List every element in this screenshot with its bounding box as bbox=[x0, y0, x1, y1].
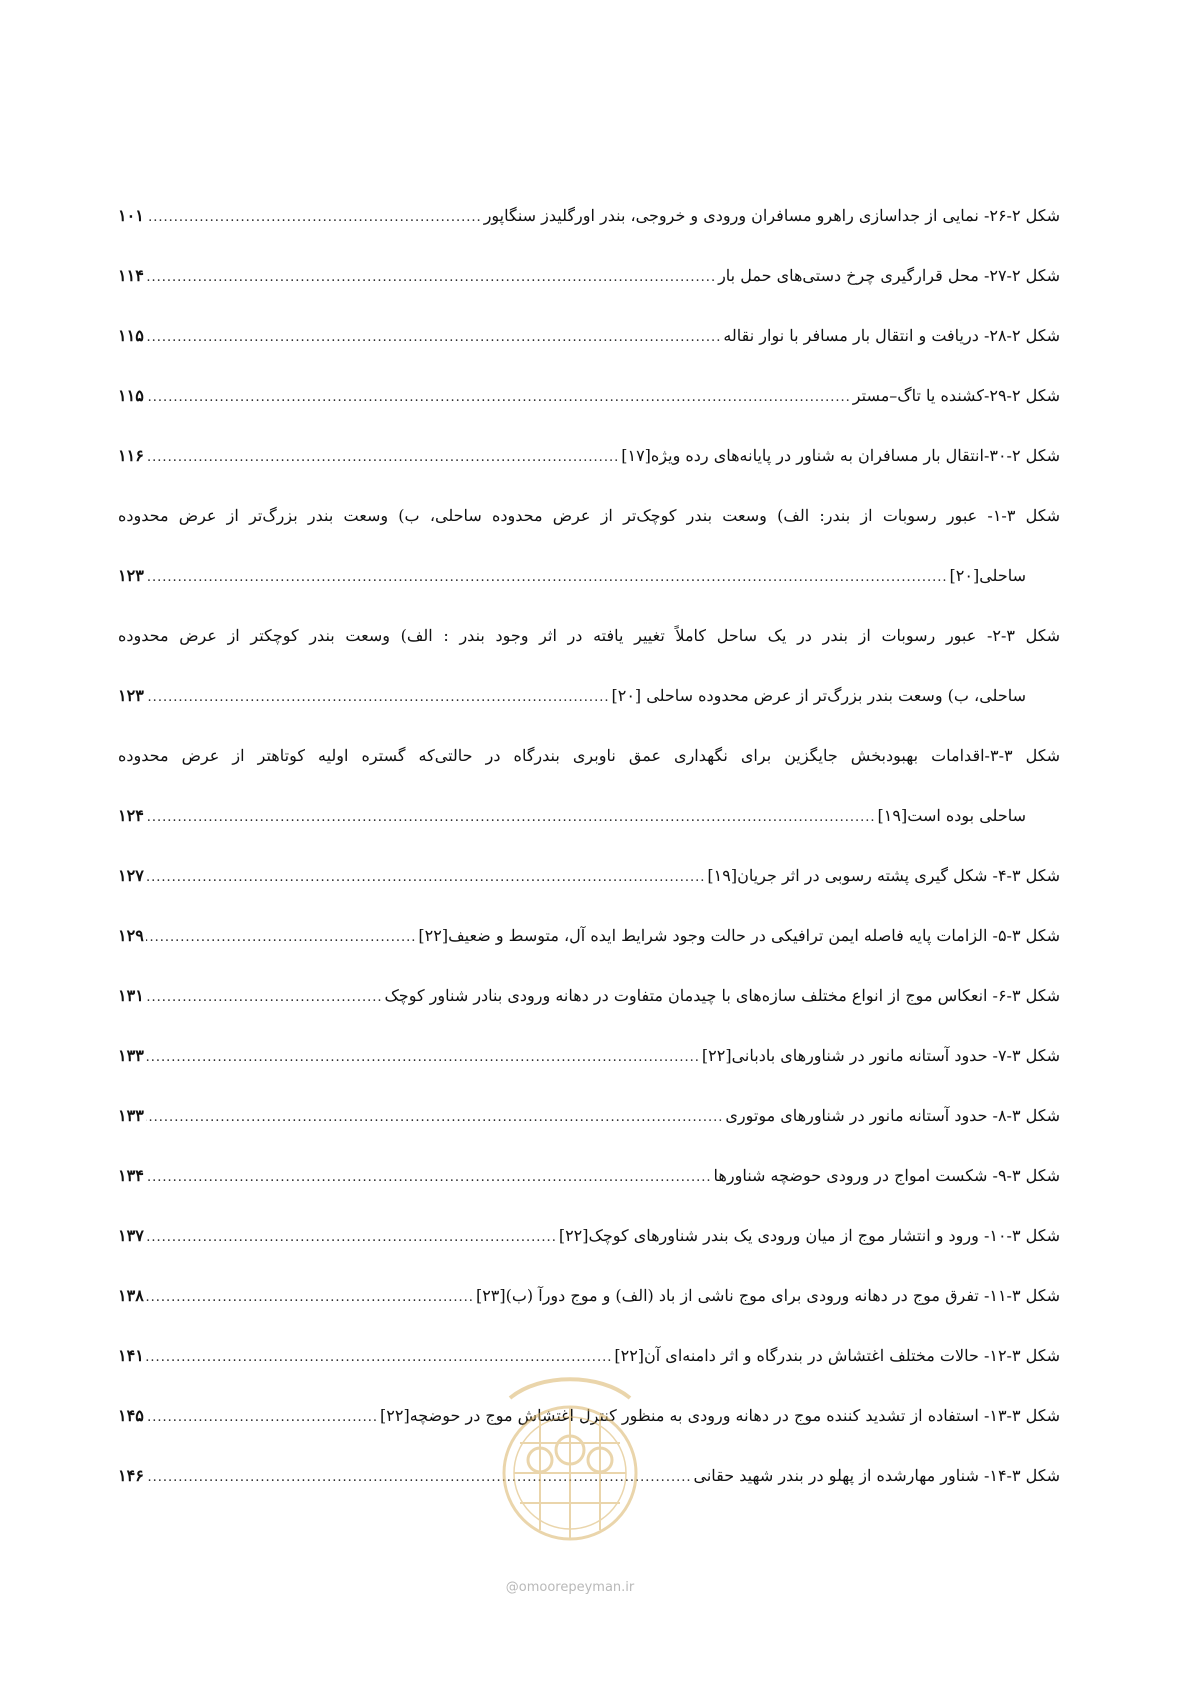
toc-entry[interactable] bbox=[118, 1226, 1060, 1246]
toc-entry[interactable] bbox=[118, 326, 1060, 346]
entry-title: شکل ۳-۱۳- استفاده از تشدید کننده موج در دهانه ورودی به منظور کنترل اغتشاش موج در حوضچه[۲۲] bbox=[380, 1406, 1060, 1425]
toc-entry[interactable] bbox=[118, 1346, 1060, 1366]
entry-title: شکل ۳-۱۴- شناور مهارشده از پهلو در بندر شهید حقانی bbox=[693, 1466, 1060, 1485]
leader-dots bbox=[146, 1288, 474, 1308]
entry-title: شکل ۳-۲- عبور رسوبات از بندر در یک ساحل کاملاً تغییر یافته در اثر وجود بندر : الف) وسعت بندر کوچکتر از عرض محدوده bbox=[118, 626, 1060, 645]
table-of-figures bbox=[118, 206, 1060, 1526]
entry-page: ۱۱۵ bbox=[118, 386, 144, 405]
entry-title: شکل ۳-۱۲- حالات مختلف اغتشاش در بندرگاه و اثر دامنه‌ای آن[۲۲] bbox=[614, 1346, 1060, 1365]
entry-title: شکل ۲-۲۷- محل قرارگیری چرخ دستی‌های حمل بار bbox=[718, 266, 1060, 285]
entry-page: ۱۳۱ bbox=[118, 986, 144, 1005]
watermark-logo bbox=[480, 1368, 660, 1558]
entry-page: ۱۳۸ bbox=[118, 1286, 144, 1305]
leader-dots bbox=[146, 208, 482, 228]
entry-page: ۱۲۳ bbox=[118, 566, 144, 585]
toc-entry[interactable] bbox=[118, 626, 1060, 706]
toc-entry[interactable] bbox=[118, 746, 1060, 826]
entry-title: شکل ۳-۱۰- ورود و انتشار موج از میان ورودی یک بندر شناورهای کوچک[۲۲] bbox=[558, 1226, 1060, 1245]
entry-page: ۱۳۴ bbox=[118, 1166, 144, 1185]
leader-dots bbox=[146, 1048, 700, 1068]
toc-entry[interactable] bbox=[118, 1286, 1060, 1306]
entry-title: شکل ۳-۷- حدود آستانه مانور در شناورهای بادبانی[۲۲] bbox=[701, 1046, 1060, 1065]
entry-title: شکل ۳-۱۱- تفرق موج در دهانه ورودی برای موج ناشی از باد (الف) و موج دورآ (ب)[۲۳] bbox=[475, 1286, 1060, 1305]
toc-entry[interactable] bbox=[118, 446, 1060, 466]
entry-page: ۱۱۴ bbox=[118, 266, 144, 285]
entry-title: شکل ۲-۳۰-انتقال بار مسافران به شناور در پایانه‌های رده ویژه[۱۷] bbox=[621, 446, 1060, 465]
entry-page: ۱۴۵ bbox=[118, 1406, 144, 1425]
entry-title: شکل ۳-۱- عبور رسوبات از بندر: الف) وسعت بندر کوچک‌تر از عرض محدوده ساحلی، ب) وسعت بندر بزرگ‌تر از عرض محدوده bbox=[118, 506, 1060, 525]
toc-entry[interactable] bbox=[118, 386, 1060, 406]
entry-page: ۱۲۷ bbox=[118, 866, 144, 885]
entry-page: ۱۴۱ bbox=[118, 1346, 144, 1365]
leader-dots bbox=[146, 808, 876, 828]
toc-entry[interactable] bbox=[118, 506, 1060, 586]
toc-entry[interactable] bbox=[118, 266, 1060, 286]
leader-dots bbox=[146, 1348, 613, 1368]
entry-title: شکل ۳-۸- حدود آستانه مانور در شناورهای موتوری bbox=[725, 1106, 1060, 1125]
toc-entry[interactable] bbox=[118, 866, 1060, 886]
leader-dots bbox=[146, 268, 716, 288]
toc-entry[interactable] bbox=[118, 1046, 1060, 1066]
entry-title-continuation: ساحلی[۲۰] bbox=[949, 566, 1026, 585]
entry-title: شکل ۳-۵- الزامات پایه فاصله ایمن ترافیکی در حالت وجود شرایط ایده آل، متوسط و ضعیف[۲۲] bbox=[418, 926, 1060, 945]
entry-title: شکل ۲-۲۸- دریافت و انتقال بار مسافر با نوار نقاله bbox=[723, 326, 1060, 345]
entry-page: ۱۱۶ bbox=[118, 446, 144, 465]
entry-page: ۱۲۳ bbox=[118, 686, 144, 705]
leader-dots bbox=[146, 1228, 557, 1248]
leader-dots bbox=[146, 448, 619, 468]
entry-page: ۱۲۴ bbox=[118, 806, 144, 825]
leader-dots bbox=[146, 328, 722, 348]
entry-title: شکل ۳-۹- شکست امواج در ورودی حوضچه شناورها bbox=[713, 1166, 1060, 1185]
entry-page: ۱۳۳ bbox=[118, 1106, 144, 1125]
toc-entry[interactable] bbox=[118, 986, 1060, 1006]
leader-dots bbox=[146, 868, 706, 888]
entry-title: شکل ۲-۲۶- نمایی از جداسازی راهرو مسافران ورودی و خروجی، بندر اورگلیدز سنگاپور bbox=[483, 206, 1060, 225]
entry-title: شکل ۳-۳-اقدامات بهبودبخش جایگزین برای نگهداری عمق ناوبری بندرگاه در حالتی‌که گستره اولیه کوتاهتر از عرض محدوده bbox=[118, 746, 1060, 765]
entry-page: ۱۲۹ bbox=[118, 926, 144, 945]
leader-dots bbox=[146, 988, 383, 1008]
entry-page: ۱۳۳ bbox=[118, 1046, 144, 1065]
leader-dots bbox=[146, 568, 948, 588]
leader-dots bbox=[146, 1108, 724, 1128]
toc-entry[interactable] bbox=[118, 1106, 1060, 1126]
toc-entry[interactable] bbox=[118, 1166, 1060, 1186]
entry-title: شکل ۳-۴- شکل گیری پشته رسوبی در اثر جریان[۱۹] bbox=[707, 866, 1060, 885]
entry-page: ۱۱۵ bbox=[118, 326, 144, 345]
entry-title: شکل ۲-۲۹-کشنده یا تاگ–مستر bbox=[852, 386, 1060, 405]
entry-page: ۱۳۷ bbox=[118, 1226, 144, 1245]
entry-page: ۱۴۶ bbox=[118, 1466, 144, 1485]
watermark-site: @omoorepeyman.ir bbox=[505, 1580, 635, 1595]
entry-title: شکل ۳-۶- انعکاس موج از انواع مختلف سازه‌های با چیدمان متفاوت در دهانه ورودی بنادر شناور کوچک bbox=[384, 986, 1060, 1005]
entry-page: ۱۰۱ bbox=[118, 206, 144, 225]
leader-dots bbox=[146, 688, 610, 708]
entry-title-continuation: ساحلی بوده است[۱۹] bbox=[877, 806, 1026, 825]
toc-entry[interactable] bbox=[118, 206, 1060, 226]
leader-dots bbox=[146, 1168, 712, 1188]
toc-entry[interactable] bbox=[118, 926, 1060, 946]
entry-title-continuation: ساحلی، ب) وسعت بندر بزرگ‌تر از عرض محدوده ساحلی [۲۰] bbox=[611, 686, 1026, 705]
leader-dots bbox=[146, 928, 417, 948]
leader-dots bbox=[146, 388, 851, 408]
leader-dots bbox=[146, 1408, 378, 1428]
